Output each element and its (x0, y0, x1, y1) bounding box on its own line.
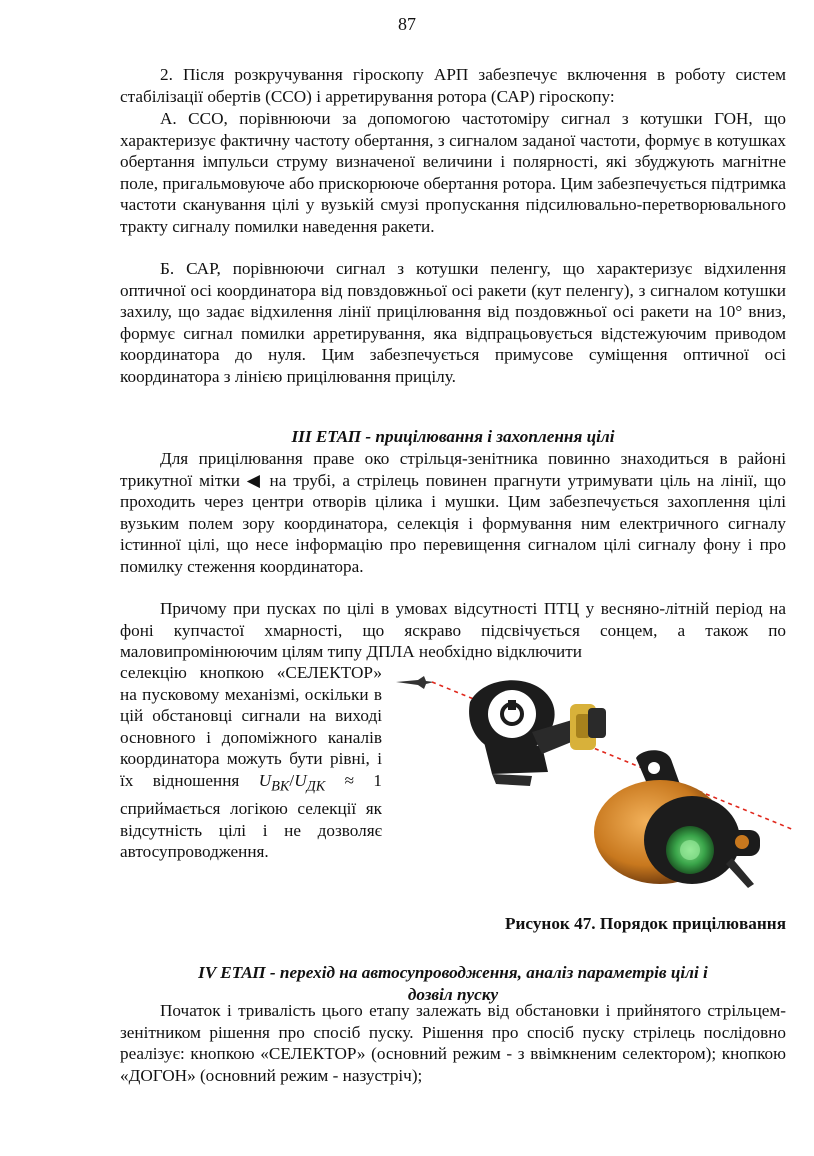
heading-stage-4-line-1: IV ЕТАП - перехід на автосупроводження, аналіз параметрів цілі і (198, 963, 708, 982)
u-dk-symbol: $U_{ДК}$ (294, 770, 326, 795)
approx-one: ≈ 1 (344, 770, 383, 790)
heading-stage-3: III ЕТАП - прицілювання і захоплення цілі (291, 427, 615, 446)
front-sight-icon (570, 704, 606, 750)
aiming-figure (392, 662, 794, 900)
triangle-mark-icon: ◀ (246, 470, 263, 490)
u-vk-symbol: $U_{ВК}$ (258, 770, 290, 795)
selector-text-end: сприймається логікою селекції як відсутність цілі і не дозволяє автосупроводження. (120, 799, 382, 862)
aiming-text-end: на трубі, а стрілець повинен прагнути утримувати ціль на лінії, що проходить через центри отворів цілика і мушки. Цим забезпечується захоплення цілі вузьким полем зору координатора, селекція і формування ним електричного сигналу істинної цілі, що несе інформацію про перевищення сигналом цілі сигналу фону і про помилку стеження координатора. (120, 470, 786, 576)
paragraph-selector-intro: Причому при пусках по цілі в умовах відсутності ПТЦ у весняно-літній період на фоні купчастої хмарності, що яскраво підсвічується сонцем, а також по маловипромінюючим цілям типу ДПЛА необхідно відключити (120, 599, 786, 662)
aiming-text-start: Для прицілювання праве око стрільця-зенітника повинно знаходиться в районі трикутної мітки (120, 449, 786, 490)
paragraph-aiming (120, 448, 786, 578)
paragraph-selector-continuation (120, 662, 382, 863)
ratio-slash: / (289, 770, 295, 790)
page-number: 87 (398, 14, 416, 34)
heading-stage-4-line-2: дозвіл пуску (407, 985, 499, 1004)
paragraph-1: 2. Після розкручування гіроскопу АРП забезпечує включення в роботу систем стабілізації обертів (ССО) і арретирування ротора (САР) гіроскопу: (120, 65, 786, 106)
figure-caption: Рисунок 47. Порядок прицілювання (505, 914, 786, 933)
paragraph-b-sar: Б. САР, порівнюючи сигнал з котушки пеленгу, що характеризує відхилення оптичної осі координатора від повздовжньої осі ракети (кут пеленгу), з сигналом котушки захилу, що задає відхилення лінії прицілювання від поздовжньої осі ракети на 10° вниз, формує сигнал помилки арретирування, яка відпрацьовується відстежуючим приводом координатора до нуля. Цим забезпечується примусове суміщення оптичної осі координатора з лінією прицілювання прицілу. (120, 259, 786, 386)
selector-text-start: селекцію кнопкою «СЕЛЕКТОР» на пусковому механізмі, оскільки в цій обстановці сигнали на виході основного і допоміжного каналів координатора можуть бути рівні, і їх відношення (120, 663, 382, 790)
paragraph-stage-4: Початок і тривалість цього етапу залежать від обстановки і прийнятого стрільцем-зенітником рішення про спосіб пуску. Рішення про спосіб пуску стрілець послідовно реалізує: кнопкою «СЕЛЕКТОР» (основний режим - з ввімкненим селектором); кнопкою «ДОГОН» (основний режим - назустріч); (120, 1001, 786, 1085)
paragraph-a-sso: А. ССО, порівнюючи за допомогою частотоміру сигнал з котушки ГОН, що характеризує фактичну частоту обертання, з сигналом заданої частоти, формує в котушках обертання імпульси струму визначеної величини і полярності, які збуджують магнітне поле, пригальмовуюче або прискорююче обертання ротора. Цим забезпечується підтримка частоти сканування цілі у вузькій смузі пропускання підсилювально-перетворювального тракту сигналу помилки наведення ракети. (120, 109, 786, 236)
launcher-coordinator-icon (594, 750, 760, 888)
target-aircraft-icon (396, 676, 434, 689)
